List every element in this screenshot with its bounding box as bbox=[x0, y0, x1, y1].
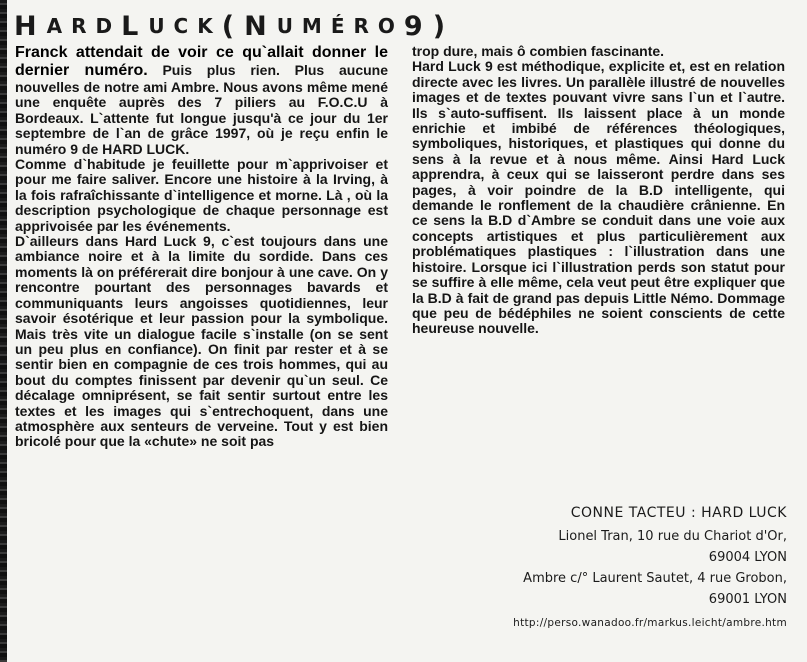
article-paragraph-1-text: Puis plus rien. Plus aucune nouvelles de notre ami Ambre. Nous avons même mené une enquête auprès des 7 piliers au F.O.C.U à Bordeaux. L`attente fut longue jusqu'à ce jour du 1er septembre de l`an de grâce 1997, où je reçu enfin le numéro 9 de HARD LUCK. bbox=[15, 62, 388, 157]
title-letter-n: N bbox=[244, 10, 277, 42]
contact-address-1: Lionel Tran, 10 rue du Chariot d'Or, bbox=[558, 529, 787, 544]
article-paragraph-3: D`ailleurs dans Hard Luck 9, c`est toujours dans une ambiance noire et à la limite du sordide. Dans ces moments là on préférerait dire bonjour à une cave. On y rencontre pourtant des personnages bavards et communiquants leurs angoisses quotidiennes, leur savoir ésotérique et leur passion pour la symbolique. Mais très vite un dialogue facile s`installe (on se sent un peu plus en confiance). On finit par rester et à se sentir bien en compagnie de ces trois hommes, qui au bout du comptes finissent par devenir qu`un seul. Ce décalage omniprésent, se fait sentir surtout entre les textes et les images qui s`entrechoquent, dans une atmosphère aux senteurs de verveine. Tout y est bien bricolé pour que la «chute» ne soit pas bbox=[15, 233, 388, 450]
contact-url-link[interactable]: http://perso.wanadoo.fr/markus.leicht/ambre.htm bbox=[513, 617, 787, 629]
article-paragraph-4: trop dure, mais ô combien fascinante. bbox=[412, 43, 665, 59]
title-letters-uck: UCK bbox=[148, 14, 222, 38]
contact-city-1: 69004 LYON bbox=[708, 550, 787, 565]
scan-left-edge bbox=[0, 0, 7, 662]
title-letter-l: L bbox=[121, 10, 149, 42]
title-number: 9 bbox=[403, 10, 433, 42]
title-open-paren: ( bbox=[221, 10, 245, 42]
article-lead: Franck attendait de voir ce qu`allait donner le dernier numéro. bbox=[15, 44, 388, 79]
contact-block bbox=[420, 503, 787, 634]
contact-title: CONNE TACTEU : HARD LUCK bbox=[570, 505, 787, 521]
article-column-left bbox=[15, 44, 388, 450]
contact-address-2: Ambre c/° Laurent Sautet, 4 rue Grobon, bbox=[523, 571, 787, 586]
title-letters-umero: UMÉRO bbox=[276, 14, 404, 38]
article-paragraph-5: Hard Luck 9 est méthodique, explicite et, est en relation directe avec les livres. Un parallèle illustré de nouvelles images et de textes pouvant vivre sans l`un et l`autre. Ils s`auto-suffisent. Ils laissent place à un monde enrichie et imbibé de références théologiques, symboliques, historiques, et plastiques qui donne du sens à la revue et à nous même. Ainsi Hard Luck apprendra, à ceux qui se laisseront perdre dans ses pages, à voir poindre de la B.D intelligente, qui demande le ronflement de la chaudière crânienne. En ce sens la B.D d`Ambre se conduit dans une voie aux concepts artistiques et plus particulièrement aux problématiques plastiques : l`illustration dans une histoire. Lorsque ici l`illustration perds son statut pour se suffire à elle même, cela veut peut être expliquer que la B.D à fait de grand pas depuis Little Némo. Dommage que peu de bédéphiles ne soient conscients de cette heureuse nouvelle. bbox=[412, 58, 785, 337]
article-column-right bbox=[412, 44, 785, 337]
contact-city-2: 69001 LYON bbox=[708, 592, 787, 607]
title-close-paren: ) bbox=[432, 10, 456, 42]
title-letter-h: H bbox=[14, 10, 47, 42]
page-title bbox=[14, 9, 799, 43]
article-paragraph-1 bbox=[15, 44, 388, 157]
article-paragraph-2: Comme d`habitude je feuillette pour m`apprivoiser et pour me faire saliver. Encore une histoire à la Irving, à la fois rafraîchissante d`intelligence et morne. Là , où la description psychologique de chaque personnage est apprivoisée par les événements. bbox=[15, 156, 388, 234]
title-letters-ard: ARD bbox=[46, 14, 122, 38]
